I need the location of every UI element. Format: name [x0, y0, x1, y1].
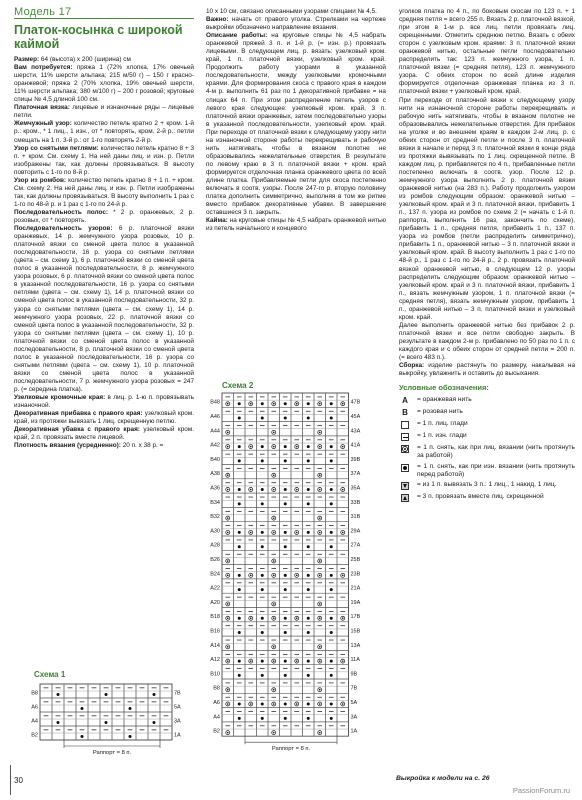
chart-dot [238, 402, 241, 405]
legend-item [399, 463, 575, 479]
chart-ring-dot [227, 446, 229, 448]
chart-dot [307, 445, 310, 448]
chart-ring-dot [250, 532, 252, 534]
chart-ring-dot [342, 703, 344, 705]
note-label: Важно: [206, 16, 229, 24]
chart-ring-dot [319, 703, 321, 705]
row-label-left: B48 [210, 399, 220, 406]
chart-ring-dot [273, 403, 275, 405]
row-label-right: 43A [350, 428, 361, 435]
plain-label: Платочная вязка: [14, 104, 70, 112]
chart-dot [284, 402, 287, 405]
legend-letter: A [402, 396, 408, 406]
chart-ring-dot [273, 532, 275, 534]
chart-dot [307, 574, 310, 577]
chart-dot [307, 459, 310, 462]
chart-dot [330, 417, 333, 420]
chart-dot [330, 588, 333, 591]
chart-dot [57, 693, 60, 696]
chart-ring-dot [296, 617, 298, 619]
chart-dot [330, 717, 333, 720]
row-label-right: 33B [350, 499, 361, 506]
chart-ring-dot [250, 446, 252, 448]
row-label-right: 13A [350, 642, 361, 649]
legend-text: = 1 п. снять, как при лиц. вязании (нить протянуть за работой) [417, 444, 575, 460]
chart-dot [284, 502, 287, 505]
chart-dot [307, 617, 310, 620]
legend [399, 396, 575, 503]
row-label-right: 37A [350, 471, 361, 478]
chart-ring-dot [319, 575, 321, 577]
schema-2-title [222, 381, 253, 391]
chart-ring-dot [273, 703, 275, 705]
chart-ring-dot [227, 732, 229, 734]
chart-ring-dot [342, 489, 344, 491]
chart-dot [261, 574, 264, 577]
edge-text: в лиц. р. 1-ю п. провязывать изнаночной. [14, 394, 194, 410]
pattern-seq-label: Последовательность узоров: [14, 225, 113, 233]
legend-text: = 1 п. лиц. глади [417, 420, 468, 428]
chart-dot [238, 660, 241, 663]
diamond-text: количество петель кратно 8 + 1 п. + кром. См. схему 2. На ней даны лиц. и изн. р. Петли изображены так, как должны провязываться. В высоту выполнить 1 раз с 1-го по 48-й р. и 1 раз с 1-го по 24-й р. [14, 176, 195, 208]
legend-symbol-box-icon [399, 420, 411, 430]
chart-ring-dot [273, 617, 275, 619]
page-number: 30 [14, 776, 23, 785]
chart-ring-dot [296, 660, 298, 662]
legend-item [399, 432, 575, 442]
chart-dot [81, 707, 84, 710]
chart-ring-dot [227, 474, 229, 476]
row-label-right: 19A [350, 599, 361, 606]
chart-ring-dot [319, 532, 321, 534]
row-label-right: 31B [350, 514, 361, 521]
chart-ring-dot [319, 403, 321, 405]
legend-letter: B [402, 408, 408, 418]
chart-dot [238, 445, 241, 448]
row-label-left: A38 [210, 471, 220, 478]
column-1 [14, 8, 194, 450]
row-label-left: A6 [31, 704, 38, 711]
chart-ring-dot [227, 517, 229, 519]
chart-ring-dot [250, 489, 252, 491]
chart-ring-dot [250, 703, 252, 705]
dec-label: Декоративная убавка с правого края: [14, 426, 140, 434]
chart-dot [330, 459, 333, 462]
legend-text: = оранжевая нить [417, 396, 472, 404]
chart-ring-dot [342, 617, 344, 619]
row-label-left: B2 [213, 728, 220, 735]
diamond-label: Узор из ромбов: [14, 176, 67, 184]
chart-dot [307, 588, 310, 591]
legend-symbol-dot-icon [399, 463, 411, 473]
chart-dot [261, 631, 264, 634]
chart-dot [261, 703, 264, 706]
row-label-left: B2 [31, 732, 38, 739]
chart-dot [261, 717, 264, 720]
row-label-left: B24 [210, 571, 220, 578]
chart-dot [330, 660, 333, 663]
dec-text: узелковый кром. край, 2 п. провязать вместе лицевой. [14, 426, 194, 442]
chart-dot [261, 459, 264, 462]
chart-ring-dot [319, 660, 321, 662]
chart-ring-dot [227, 689, 229, 691]
chart-dot [307, 531, 310, 534]
legend-symbol-tri3-icon [399, 481, 411, 491]
slip-label: Узор со снятыми петлями: [14, 144, 99, 152]
chart-ring-dot [319, 603, 321, 605]
chart-dot [284, 703, 287, 706]
chart-dot [330, 703, 333, 706]
chart-dot [238, 545, 241, 548]
chart-ring-dot [250, 403, 252, 405]
chart-dot [284, 674, 287, 677]
chart-ring-dot [319, 560, 321, 562]
schema-2-title-text: Схема 2 [222, 381, 254, 390]
row-label-right: 25B [350, 557, 361, 564]
legend-item [399, 444, 575, 460]
schema-1-title [34, 670, 65, 680]
chart-ring-dot [273, 446, 275, 448]
page-title: Платок-косынка с широкой каймой [14, 23, 183, 52]
chart-ring-dot [227, 575, 229, 577]
border-text-1: уголков платка по 4 п., по боковым скосам по 123 п. + 1 средняя петля = всего 255 п. Вязать 2 р. платочной вязкой, при этом в 1-м р. все лиц. петли провязать лиц. скрещенными. Отметить среднюю петлю. Вязать с обеих сторон с узелковым кром. краями: 3 п. платочной вязки оранжевой нитью, остальные петли последовательно распределить так: 123 п. жемчужного узора, 1 п. платочной вязки (= средняя петля), 123 п. жемчужного узора. С обеих сторон по всей длине изделия формируется отделочная оранжевая планка из 3 п. платочной вязки + узелковый кром. край. [399, 8, 575, 96]
chart-dot [307, 703, 310, 706]
row-label-left: B26 [210, 557, 220, 564]
chart-dot [284, 660, 287, 663]
chart-ring-dot [296, 532, 298, 534]
chart-ring-dot [319, 646, 321, 648]
row-label-right: 39B [350, 456, 361, 463]
chart-dot [105, 693, 108, 696]
chart-dot [105, 721, 108, 724]
row-label-right: 7B [174, 690, 181, 697]
row-label-right: 29A [350, 528, 361, 535]
chart-dot [307, 488, 310, 491]
chart-ring-dot [273, 560, 275, 562]
row-label-right: 1A [174, 732, 181, 739]
chart-dot [330, 617, 333, 620]
chart-dot [238, 488, 241, 491]
chart-ring-dot [273, 646, 275, 648]
chart-dot [261, 545, 264, 548]
chart-ring-dot [227, 603, 229, 605]
gauge-continued: 10 x 10 см, связано описанными узорами спицами № 4,5. [206, 8, 377, 15]
chart-ring-dot [273, 689, 275, 691]
chart-ring-dot [227, 703, 229, 705]
row-label-left: A22 [210, 585, 220, 592]
legend-text: = 3 п. провязать вместе лиц. скрещенной [417, 493, 544, 501]
row-label-right: 5A [174, 704, 181, 711]
chart-dot [330, 674, 333, 677]
materials-text: пряжа 1 (72% хлопка, 17% овечьей шерсти, 11% шерсти альпака; 215 м/50 г) – 150 г красно-оранжевой; пряжа 2 (70% хлопка, 19% овечьей шерсти, 11% шерсти альпака; 380 м/100 г) – 200 г розовой; круговые спицы № 4,5 длиной 100 см. [14, 64, 194, 104]
chart-ring-dot [227, 432, 229, 434]
inc-label: Декоративная прибавка с правого края: [14, 410, 143, 418]
chart-dot [307, 631, 310, 634]
row-label-left: B8 [213, 685, 220, 692]
row-label-right: 35A [350, 485, 361, 492]
row-label-left: A28 [210, 542, 220, 549]
chart-dot [153, 721, 156, 724]
row-label-left: B18 [210, 614, 220, 621]
chart-dot [284, 459, 287, 462]
gauge-text: 20 п. x 38 р. = [120, 442, 164, 450]
chart-ring-dot [296, 575, 298, 577]
row-label-left: A36 [210, 485, 220, 492]
column-3 [399, 8, 575, 505]
chart-dot [129, 735, 132, 738]
chart-ring-dot [296, 703, 298, 705]
row-label-right: 17B [350, 614, 361, 621]
chart-dot [307, 674, 310, 677]
chart-dot [330, 445, 333, 448]
chart-ring-dot [319, 474, 321, 476]
row-label-left: A42 [210, 442, 220, 449]
schema-1-title-text: Схема 1 [34, 670, 66, 679]
row-label-right: 3A [350, 714, 358, 721]
legend-item [399, 481, 575, 491]
footer-divider [10, 765, 11, 795]
border-text: на круговые спицы № 4,5 набрать оранжевой нитью из петель начального и концевого [206, 217, 386, 233]
chart-ring-dot [227, 532, 229, 534]
chart-dot [330, 488, 333, 491]
rapport-label: Раппорт = 8 п. [92, 750, 132, 756]
materials-label: Вам потребуется: [14, 64, 73, 72]
chart-dot [330, 502, 333, 505]
pattern-seq-text: 6 р. платочной вязки оранжевых, 14 р. жемчужного узора розовых, 10 р. платочной вязки со сменой цвета полос в указанной последовательности, 16 р. узора со снятыми петлями (цвета – см. схему 1), 6 р. платочной вязки со сменой цвета полос в указанной последовательности, 8 р. жемчужного узора розовых, 6 р. платочной вязки со сменой цвета полос в указанной последовательности, 16 р. узора со снятыми петлями (цвета – см. схему 1), 14 р. платочной вязки со сменой цвета полос в указанной последовательности, 32 р. узора со снятыми петлями (цвета – см. схему 1), 14 р. жемчужного узора розовых, 22 р. платочной вязки со сменой цвета полос в указанной последовательности, 32 р. узора со снятыми петлями (цвета – см. схему 1), 10 р. платочной вязки со сменой цвета полос в указанной последовательности, 8 р. платочной вязки со сменой цвета полос в указанной последовательности, 16 р. узора со снятыми петлями (цвета – см. схему 1), 10 р. платочной вязки со сменой цвета полос в указанной последовательности, 7 р. жемчужного узора розовых = 247 р. (= середина платка). [14, 225, 194, 393]
chart-dot [307, 660, 310, 663]
chart-dot [330, 402, 333, 405]
chart-dot [261, 660, 264, 663]
row-label-right: 7B [350, 685, 358, 692]
chart-dot [330, 631, 333, 634]
chart-dot [284, 588, 287, 591]
chart-ring-dot [319, 617, 321, 619]
chart-dot [261, 674, 264, 677]
row-label-left: A30 [210, 528, 220, 535]
chart-dot [330, 574, 333, 577]
chart-dot [238, 717, 241, 720]
chart-dot [284, 631, 287, 634]
row-label-left: A4 [31, 718, 38, 725]
chart-ring-dot [319, 432, 321, 434]
chart-dot [330, 545, 333, 548]
schema-1-chart [22, 682, 192, 762]
row-label-left: B32 [210, 514, 220, 521]
chart-ring-dot [319, 689, 321, 691]
chart-dot [81, 735, 84, 738]
legend-symbol-ring-icon [399, 444, 411, 454]
legend-text: = розовая нить [417, 408, 463, 416]
chart-ring-dot [319, 446, 321, 448]
chart-ring-dot [342, 575, 344, 577]
chart-dot [307, 502, 310, 505]
legend-symbol-tri-icon [399, 493, 411, 503]
chart-dot [238, 674, 241, 677]
chart-dot [238, 703, 241, 706]
row-label-left: B34 [210, 499, 220, 506]
gauge-label: Плотность вязания (усредненно): [14, 442, 121, 450]
legend-text: = из 1 п. вывязать 3 п.: 1 лиц., 1 накид, 1 лиц. [417, 481, 557, 489]
chart-ring-dot [273, 603, 275, 605]
slip-text: количество петель кратно 8 + 3 п. + кром. См. схему 1. На ней даны лиц. и изн. р. Петли изображены так, как должны провязываться. В высоту повторить с 1-го по 8-й р. [14, 144, 194, 176]
row-label-left: B16 [210, 628, 220, 635]
chart-dot [238, 459, 241, 462]
chart-dot [261, 402, 264, 405]
row-label-right: 23B [350, 571, 361, 578]
chart-ring-dot [319, 517, 321, 519]
chart-ring-dot [342, 403, 344, 405]
row-label-right: 9B [350, 671, 358, 678]
chart-ring-dot [250, 617, 252, 619]
row-label-left: A46 [210, 414, 220, 421]
chart-dot [261, 531, 264, 534]
row-label-left: B10 [210, 671, 220, 678]
chart-dot [261, 617, 264, 620]
chart-ring-dot [227, 646, 229, 648]
chart-ring-dot [227, 560, 229, 562]
chart-dot [284, 531, 287, 534]
chart-ring-dot [296, 446, 298, 448]
chart-ring-dot [342, 532, 344, 534]
legend-title: Условные обозначения: [399, 383, 489, 393]
chart-dot [153, 693, 156, 696]
row-label-right: 1A [350, 728, 358, 735]
chart-ring-dot [273, 474, 275, 476]
chart-ring-dot [342, 446, 344, 448]
seq-text: * 2 р. оранжевых, 2 р. розовых, от * повторять. [14, 208, 194, 224]
row-label-right: 41A [350, 442, 361, 449]
chart-ring-dot [319, 489, 321, 491]
border-label: Кайма: [206, 217, 228, 225]
pearl-text: количество петель кратно 2 + кром. 1-й р.: кром., * 1 лиц., 1 изн., от * повторять, кром. 2-й р.: петли смещать на 1 п. 3-й р.: от 1-го повторять 2-й р. [14, 120, 194, 144]
chart-dot [307, 417, 310, 420]
row-label-right: 11A [350, 657, 360, 664]
row-label-left: A44 [210, 428, 220, 435]
legend-item [399, 396, 575, 406]
work-label: Описание работы: [206, 32, 268, 40]
border-text-2: При переходе от платочной вязки к следующему узору нити на изнаночной стороне работы перекрещивать и рабочую нить натягивать, чтобы в вязаном полотне не образовывались нежелательные отверстия. Для прибавок на уголке и во внешнем краям в каждом 2-м лиц. р. с обеих сторон от средней петли и после 3 п. платочной вязки в начале и перед 3 п. платочной вязки в конце ряда из протяжки вывязывать по 1 лиц. скрещенной петле. В каждом лиц. р. прибавляется по 4 п., прибавленные петли постепенно включать в соотв. узор. После 12 р. жемчужного узора выполнить 2 р. платочной вязки оранжевой нитью (на 283 п.). Работу продолжить узором из ромбов следующим образом: оранжевой нитью – узелковый кром. край и 3 п. платочной вязки, прибавить 1 п., 137 п. узора из ромбов по схеме 2 (= начать с 1-й п. раппорта, выполнить 16 раз, закончить по схеме), прибавить 1 п., средняя петля, прибавить 1 п., 137 п. узора из ромбов (петли распределить симметрично), прибавить 1 п., оранжевой нитью – 3 п. платочной вязки и узелковый кром. край. В высоту выполнить 1 раз с 1-го по 48-й р., 1 раз с 1-го по 24-й р., 2 р. провязать платочной вязкой оранжевой нитью, в следующем 12 р. узоры распределить следующим образом: оранжевой нитью – узелковый кром. край и 3 п. платочной вязки, прибавить 1 п., вязать жемчужным узором, 1 п. платочной вязки (= средняя петля), вязать жемчужным узором, прибавить 1 п., оранжевой нитью – 3 п. платочной вязки и узелковый кром. край. [399, 96, 575, 321]
legend-item [399, 493, 575, 503]
chart-dot [238, 417, 241, 420]
chart-dot [238, 631, 241, 634]
legend-symbol-dash-icon [399, 432, 411, 442]
chart-ring-dot [273, 660, 275, 662]
chart-ring-dot [319, 732, 321, 734]
row-label-left: A20 [210, 599, 220, 606]
column-2 [206, 8, 386, 233]
size-label: Размер: [14, 56, 40, 64]
pattern-reference: Выкройка к модели на с. 26 [396, 775, 490, 782]
chart-ring-dot [227, 489, 229, 491]
size-text: 64 (высота) x 200 (ширина) см [39, 56, 131, 64]
chart-dot [238, 617, 241, 620]
plain-text: лицевые и изнаночные ряды – лицевые петли. [14, 104, 194, 120]
chart-ring-dot [273, 517, 275, 519]
chart-dot [284, 445, 287, 448]
chart-dot [261, 417, 264, 420]
row-label-right: 47B [350, 399, 361, 406]
row-label-right: 5A [350, 700, 358, 707]
chart-dot [284, 574, 287, 577]
row-label-left: A12 [210, 657, 220, 664]
chart-dot [261, 588, 264, 591]
edge-label: Узелковые кромочные края: [14, 394, 106, 402]
chart-ring-dot [273, 489, 275, 491]
chart-dot [307, 545, 310, 548]
legend-text: = 1 п. изн. глади [417, 432, 467, 440]
chart-dot [284, 488, 287, 491]
row-label-right: 45A [350, 414, 361, 421]
work-text: на круговые спицы № 4,5 набрать оранжевой пряжей 3 п. и 1-й р. (= изн. р.) провязать лицевыми. В следующем лиц. р. вязать: узелковый кром. край, 1 п. платочной вязки, узелковый кром. край. Продолжить работу узорами в указанной последовательности, между узелковыми кромочными краями. Для формирования скоса с правого края в каждом 4-м р. выполнить 61 раз по 1 декоративной прибавке = на спицах 64 п. При этом распределение петель узоров с левого края следующее: узелковый кром. край, 3 п. платочной вязки оранжевых, затем последовательно узоры в указанной последовательности, узелковый кром. край. При переходе от платочной вязки к следующему узору нити на изнаночной стороне работы перекрещивать и рабочую нить натягивать, чтобы в вязаном полотне не образовывались нежелательные отверстия. В результате по левому краю в 3 п. платочной вязки + кром. край формируется отделочная планка оранжевого цвета по всей длине платка. Прибавляемые петли для скоса постепенно включать в соотв. узоры. После 247-го р. вторую половину платка дополнить симметрично, выполняя в том же ритме вместо прибавок декоративные убавки. В завершение оставшиеся 3 п. закрыть. [206, 32, 386, 217]
rapport-label: Раппорт = 8 п. [271, 746, 311, 753]
chart-ring-dot [227, 403, 229, 405]
chart-dot [261, 445, 264, 448]
schema-2-chart [204, 391, 378, 771]
pearl-label: Жемчужный узор: [14, 120, 72, 128]
row-label-left: B8 [31, 690, 38, 697]
border-text-3: Далее выполнить оранжевой нитью без прибавок 2 р. платочной вязки и все петли свободно закрыть. В результате в каждом 2-м р. прибавлено по 50 раз по 1 п. с каждого края и с обеих сторон от средней петли = 200 п. (= всего 483 п.). [399, 321, 575, 362]
chart-dot [238, 588, 241, 591]
chart-dot [57, 721, 60, 724]
chart-ring-dot [273, 432, 275, 434]
row-label-right: 15B [350, 628, 361, 635]
chart-ring-dot [250, 575, 252, 577]
row-label-right: 21A [350, 585, 361, 592]
inc-text: узелковый кром. край, из протяжки вывязать 1 лиц. скрещенную петлю. [14, 410, 194, 426]
chart-ring-dot [273, 732, 275, 734]
legend-item [399, 420, 575, 430]
row-label-right: 27A [350, 542, 361, 549]
chart-dot [330, 531, 333, 534]
chart-dot [261, 488, 264, 491]
watermark-site: PassionForum.ru [512, 786, 570, 795]
finish-text: изделие растянуть по размеру, накалывая на выкройку, увлажнить и оставить до высыхания. [399, 362, 575, 378]
chart-ring-dot [227, 617, 229, 619]
chart-dot [307, 717, 310, 720]
row-label-left: A14 [210, 642, 220, 649]
chart-ring-dot [296, 403, 298, 405]
chart-dot [284, 617, 287, 620]
chart-dot [129, 707, 132, 710]
chart-dot [284, 717, 287, 720]
finish-label: Сборка: [399, 362, 425, 370]
row-label-right: 3A [174, 718, 181, 725]
chart-dot [238, 574, 241, 577]
chart-dot [284, 417, 287, 420]
chart-dot [238, 531, 241, 534]
row-label-left: B40 [210, 456, 220, 463]
chart-dot [238, 502, 241, 505]
row-label-left: A6 [213, 700, 220, 707]
chart-dot [261, 502, 264, 505]
model-number: Модель 17 [14, 8, 194, 19]
chart-ring-dot [342, 660, 344, 662]
chart-ring-dot [296, 489, 298, 491]
seq-label: Последовательность полос: [14, 208, 109, 216]
chart-ring-dot [250, 660, 252, 662]
chart-dot [284, 545, 287, 548]
chart-ring-dot [273, 575, 275, 577]
note-text: начать от правого уголка. Стрелками на чертеже выкройки обозначено направление вязания. [206, 16, 386, 32]
chart-ring-dot [227, 660, 229, 662]
row-label-left: A4 [213, 714, 220, 721]
chart-dot [307, 402, 310, 405]
legend-item [399, 408, 575, 418]
legend-text: = 1 п. снять, как при изн. вязании (нить протянуть перед работой) [417, 462, 575, 478]
